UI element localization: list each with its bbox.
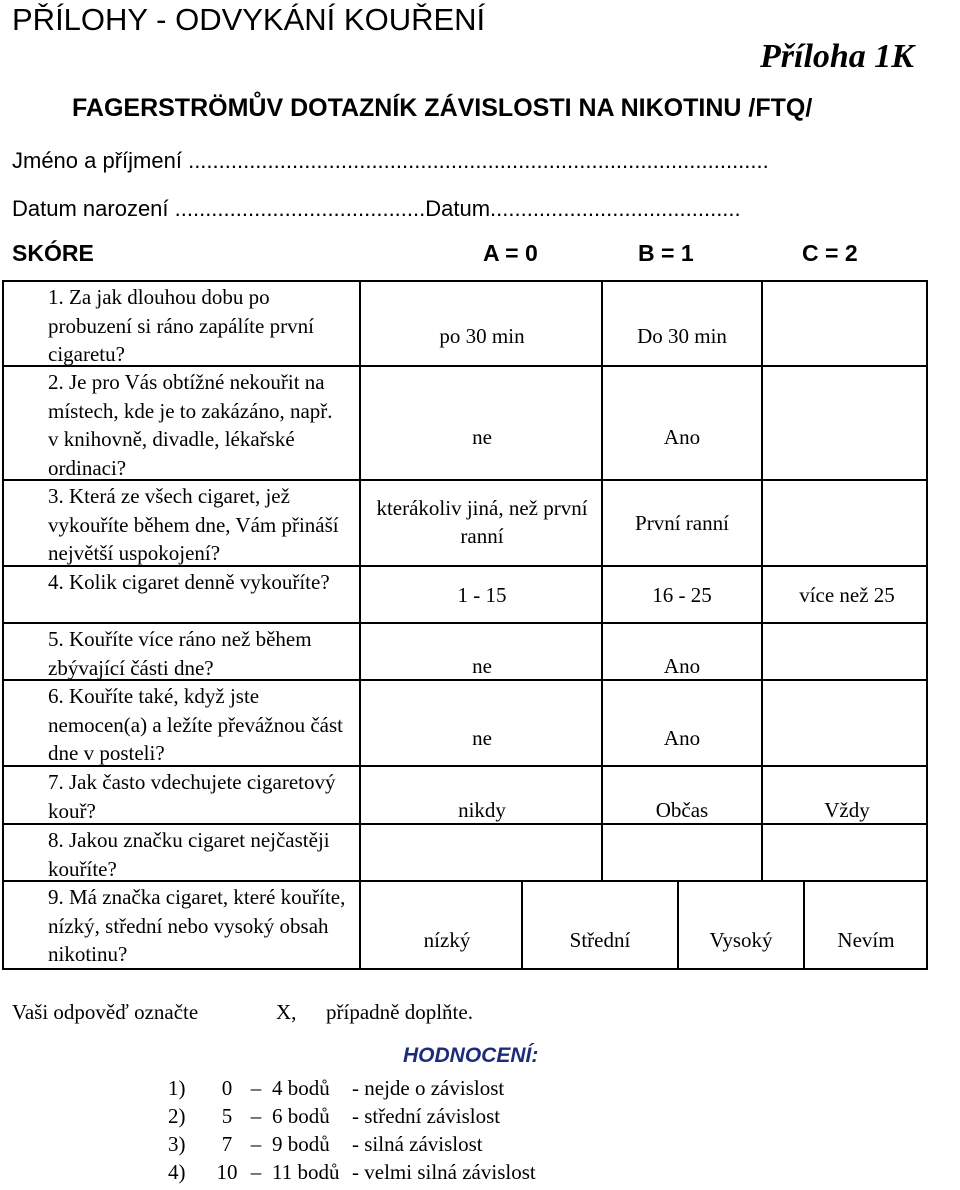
answer-9a: nízký <box>423 928 471 952</box>
evaluation-row: 2) 5 – 6 bodů - střední závislost <box>168 1104 501 1128</box>
annex-label: Příloha 1K <box>760 38 914 75</box>
question-2: 2. Je pro Vás obtížné nekouřit na místech, kde je to zakázáno, např. v knihovně, divadle, lékařské ordinaci? <box>48 370 333 480</box>
questionnaire-table <box>2 280 928 970</box>
score-c: C = 2 <box>802 240 858 266</box>
answer-6b: Ano <box>663 726 701 750</box>
answer-9c: Vysoký <box>709 928 773 952</box>
evaluation-row: 1) 0 – 4 bodů - nejde o závislost <box>168 1076 505 1100</box>
answer-1a: po 30 min <box>439 324 525 348</box>
score-label: SKÓRE <box>12 240 94 266</box>
instruction-mark: Vaši odpověď označte <box>12 1000 199 1024</box>
evaluation-row: 4) 10 – 11 bodů - velmi silná závislost <box>168 1160 536 1184</box>
score-b: B = 1 <box>638 240 694 266</box>
evaluation-number: 4) <box>168 1160 186 1184</box>
question-4: 4. Kolik cigaret denně vykouříte? <box>48 570 330 594</box>
evaluation-to: 4 bodů <box>272 1076 330 1100</box>
answer-9b: Střední <box>569 928 631 952</box>
evaluation-text: - střední závislost <box>352 1104 501 1128</box>
answer-5a: ne <box>472 654 492 678</box>
answer-1b: Do 30 min <box>637 324 727 348</box>
evaluation-to: 9 bodů <box>272 1132 330 1156</box>
question-1: 1. Za jak dlouhou dobu po probuzení si ráno zapálíte první cigaretu? <box>48 285 314 366</box>
evaluation-row: 3) 7 – 9 bodů - silná závislost <box>168 1132 483 1156</box>
evaluation-number: 2) <box>168 1104 186 1128</box>
answer-6a: ne <box>472 726 492 750</box>
question-3: 3. Která ze všech cigaret, jež vykouříte během dne, Vám přináší největší uspokojení? <box>48 484 339 565</box>
evaluation-number: 1) <box>168 1076 186 1100</box>
answer-4a: 1 - 15 <box>457 583 507 607</box>
evaluation-from: 7 <box>221 1132 233 1156</box>
document-title: FAGERSTRÖMŮV DOTAZNÍK ZÁVISLOSTI NA NIKOTINU /FTQ/ <box>72 94 813 122</box>
answer-2a: ne <box>472 425 492 449</box>
answer-4b: 16 - 25 <box>652 583 712 607</box>
answer-2b: Ano <box>663 425 701 449</box>
answer-4c: více než 25 <box>799 583 895 607</box>
question-8: 8. Jakou značku cigaret nejčastěji kouříte? <box>48 828 330 881</box>
evaluation-from: 5 <box>221 1104 233 1128</box>
evaluation-from: 10 <box>216 1160 238 1184</box>
answer-5b: Ano <box>663 654 701 678</box>
answer-9d: Nevím <box>837 928 895 952</box>
answer-3b: První ranní <box>635 511 729 535</box>
evaluation-from: 0 <box>221 1076 233 1100</box>
answer-3a: kterákoliv jiná, než první ranní <box>376 496 588 548</box>
question-5: 5. Kouříte více ráno než během zbývající části dne? <box>48 627 312 680</box>
question-6: 6. Kouříte také, když jste nemocen(a) a ležíte převážnou část dne v posteli? <box>48 684 343 765</box>
evaluation-to: 6 bodů <box>272 1104 330 1128</box>
question-7: 7. Jak často vdechujete cigaretový kouř? <box>48 770 336 823</box>
answer-7c: Vždy <box>824 798 870 822</box>
evaluation-to: 11 bodů <box>272 1160 340 1184</box>
evaluation-text: - nejde o závislost <box>352 1076 505 1100</box>
birth-date-field-line: Datum narození .........................................Datum......................................... <box>12 196 741 221</box>
answer-7a: nikdy <box>458 798 506 822</box>
answer-7b: Občas <box>655 798 709 822</box>
evaluation-title: HODNOCENÍ: <box>403 1044 539 1067</box>
question-9: 9. Má značka cigaret, které kouříte, nízký, střední nebo vysoký obsah nikotinu? <box>48 885 346 966</box>
name-field-line: Jméno a příjmení ............................................................................................... <box>12 148 769 173</box>
instruction-fill: případně doplňte. <box>326 1000 473 1024</box>
evaluation-text: - silná závislost <box>352 1132 483 1156</box>
instruction-x: X, <box>276 1000 297 1024</box>
score-a: A = 0 <box>483 240 538 266</box>
page-title: PŘÍLOHY - ODVYKÁNÍ KOUŘENÍ <box>12 2 486 37</box>
evaluation-text: - velmi silná závislost <box>352 1160 536 1184</box>
evaluation-number: 3) <box>168 1132 186 1156</box>
